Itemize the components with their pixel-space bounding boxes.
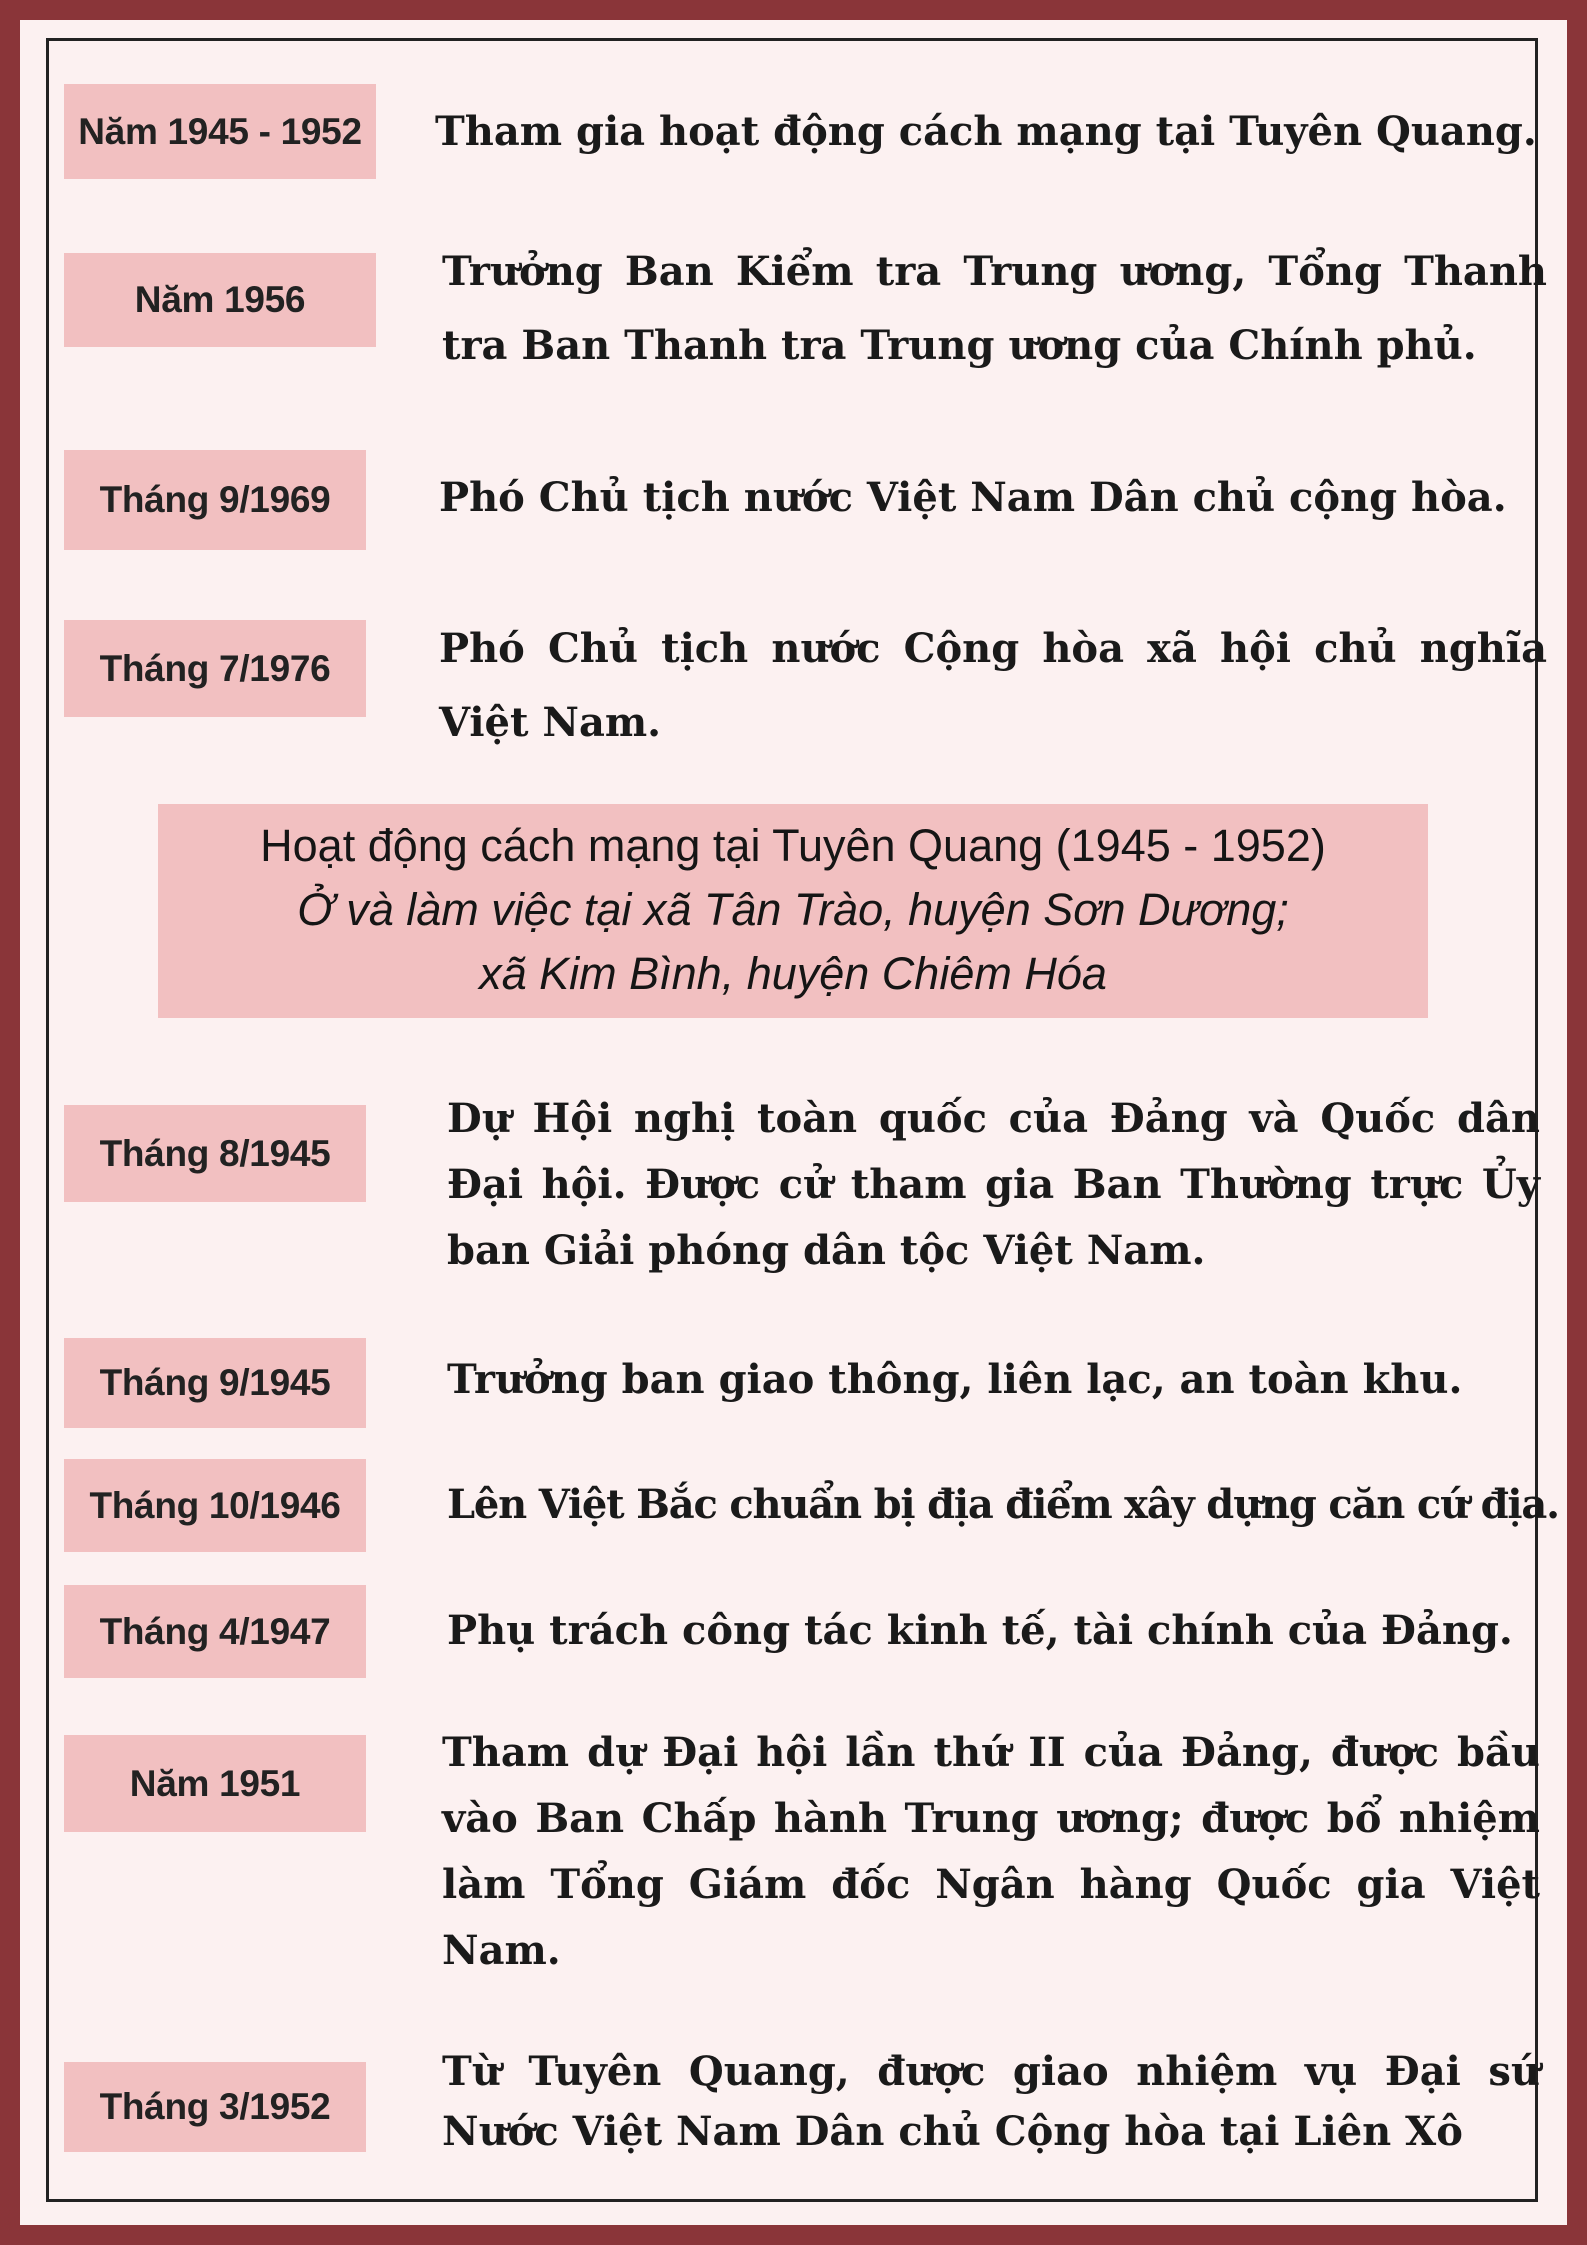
document-page: [20, 20, 1567, 2225]
event-text: Lên Việt Bắc chuẩn bị địa điểm xây dựng căn cứ địa.: [447, 1481, 1559, 1528]
date-label: Tháng 3/1952: [64, 2062, 366, 2152]
section-title: Hoạt động cách mạng tại Tuyên Quang (1945 - 1952): [260, 820, 1326, 871]
event-text: Phó Chủ tịch nước Cộng hòa xã hội chủ nghĩa Việt Nam.: [439, 625, 1547, 746]
date-label: Năm 1956: [64, 253, 376, 347]
event-text: Tham dự Đại hội lần thứ II của Đảng, được bầu vào Ban Chấp hành Trung ương; được bổ nhiệm làm Tổng Giám đốc Ngân hàng Quốc gia Việt Nam.: [442, 1729, 1540, 1974]
event-text: Trưởng Ban Kiểm tra Trung ương, Tổng Thanh tra Ban Thanh tra Trung ương của Chính phủ.: [442, 248, 1547, 369]
date-label: Tháng 9/1969: [64, 450, 366, 550]
date-label: Năm 1945 - 1952: [64, 84, 376, 179]
event-text: Tham gia hoạt động cách mạng tại Tuyên Quang.: [435, 108, 1537, 155]
event-text: Phó Chủ tịch nước Việt Nam Dân chủ cộng hòa.: [439, 474, 1507, 521]
date-label: Tháng 4/1947: [64, 1585, 366, 1678]
date-label: Tháng 8/1945: [64, 1105, 366, 1202]
section-heading: [158, 804, 1428, 1018]
event-text: Dự Hội nghị toàn quốc của Đảng và Quốc dân Đại hội. Được cử tham gia Ban Thường trực Ủy ban Giải phóng dân tộc Việt Nam.: [447, 1095, 1540, 1274]
date-label: Tháng 7/1976: [64, 620, 366, 717]
section-subtitle-line1: Ở và làm việc tại xã Tân Trào, huyện Sơn Dương;: [297, 884, 1289, 935]
event-text: Trưởng ban giao thông, liên lạc, an toàn khu.: [447, 1356, 1463, 1403]
date-label: Năm 1951: [64, 1735, 366, 1832]
event-text: Từ Tuyên Quang, được giao nhiệm vụ Đại sứ Nước Việt Nam Dân chủ Cộng hòa tại Liên Xô: [442, 2048, 1540, 2155]
section-subtitle-line2: xã Kim Bình, huyện Chiêm Hóa: [479, 948, 1107, 999]
date-label: Tháng 10/1946: [64, 1459, 366, 1552]
event-text: Phụ trách công tác kinh tế, tài chính của Đảng.: [447, 1607, 1513, 1654]
date-label: Tháng 9/1945: [64, 1338, 366, 1428]
